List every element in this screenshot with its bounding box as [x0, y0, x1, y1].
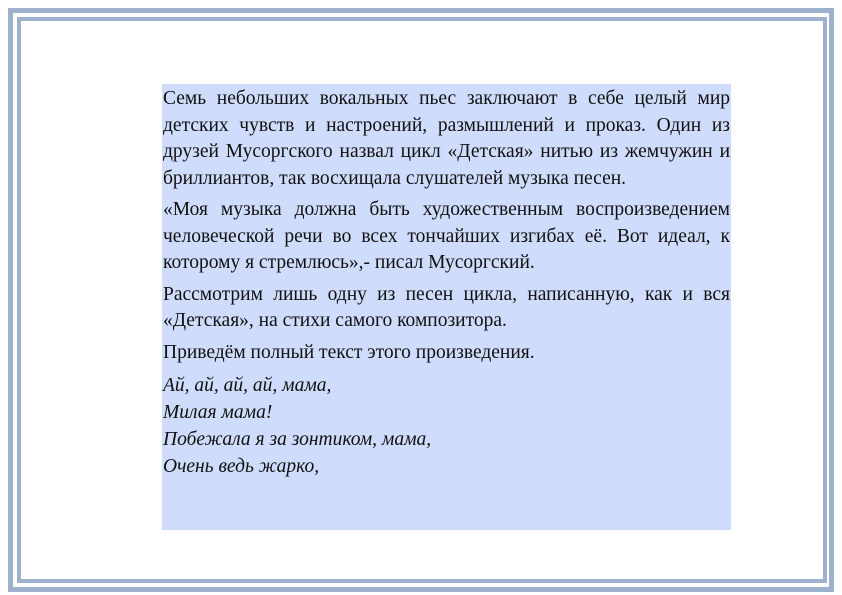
text-box [162, 84, 731, 530]
paragraph-consider: Рассмотрим лишь одну из песен цикла, написанную, как и вся «Детская», на стихи самого композитора. [163, 283, 730, 331]
paragraph-full-text: Приведём полный текст этого произведения. [163, 341, 535, 363]
paragraph-intro: Семь небольших вокальных пьес заключают в себе целый мир детских чувств и настроений, размышлений и проказ. Один из друзей Мусоргского назвал цикл «Детская» нитью из жемчужин и бриллиантов, так восхищала слушателей музыка песен. [163, 88, 730, 189]
verse-line: Ай, ай, ай, ай, мама, [163, 375, 332, 396]
paragraph-quote: «Моя музыка должна быть художественным воспроизведением человеческой речи во всех тончайших изгибах её. Вот идеал, к которому я стремлюсь»,- писал Мусоргский. [163, 199, 730, 273]
verse-block [163, 372, 730, 480]
verse-line: Милая мама! [163, 402, 273, 423]
verse-line: Побежала я за зонтиком, мама, [163, 429, 432, 450]
verse-line: Очень ведь жарко, [163, 456, 320, 477]
